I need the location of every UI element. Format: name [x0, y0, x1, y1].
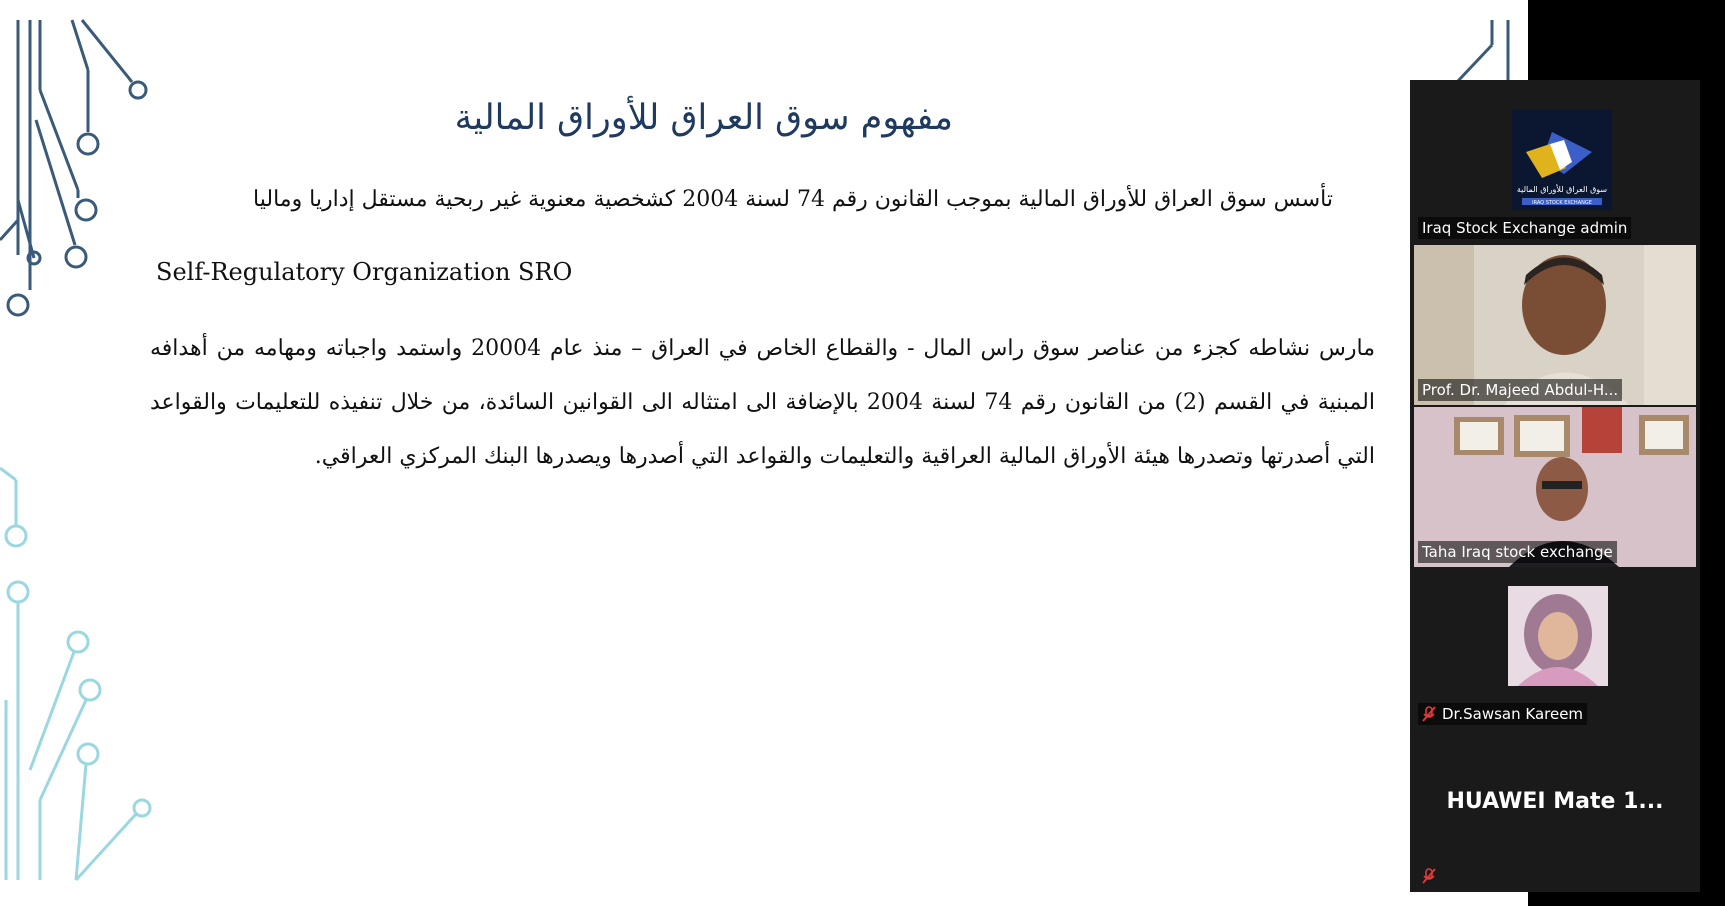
- slide-paragraph: مارس نشاطه كجزء من عناصر سوق راس المال - والقطاع الخاص في العراق – منذ عام 20004 واستمد واجباته ومهامه من أهدافه المبنية في القسم (2) من القانون رقم 74 لسنة 2004 بالإضافة الى امتثاله الى القوانين السائدة، من خلال تنفيذه للتعليمات والقواعد التي أصدرتها وتصدرها هيئة الأوراق المالية العراقية والتعليمات والقواعد التي أصدرها ويصدرها البنك المركزي العراقي.: [150, 336, 1375, 469]
- participant-tile-huawei[interactable]: [1414, 731, 1696, 891]
- sro-heading: Self-Regulatory Organization SRO: [156, 258, 573, 286]
- circuit-decoration-left: [0, 0, 160, 906]
- microphone-muted-icon: [1422, 868, 1436, 884]
- participants-panel[interactable]: [1410, 80, 1700, 892]
- logo-english-text: IRAQ STOCK EXCHANGE: [1532, 200, 1592, 206]
- participant-tile-sawsan[interactable]: [1414, 569, 1696, 729]
- iraq-stock-exchange-logo: [1512, 110, 1612, 210]
- participant-name: Iraq Stock Exchange admin: [1418, 217, 1631, 239]
- participant-tile-taha[interactable]: [1414, 407, 1696, 567]
- slide-intro-line: تأسس سوق العراق للأوراق المالية بموجب القانون رقم 74 لسنة 2004 كشخصية معنوية غير ربحية مستقل إداريا وماليا: [253, 187, 1333, 212]
- logo-arabic-text: سوق العراق للأوراق المالية: [1516, 185, 1608, 194]
- participant-name: Taha Iraq stock exchange: [1418, 541, 1617, 563]
- participant-name-large: HUAWEI Mate 1...: [1446, 788, 1664, 814]
- microphone-muted-icon: [1422, 706, 1436, 722]
- slide-title: مفهوم سوق العراق للأوراق المالية: [454, 98, 953, 138]
- participant-status: [1418, 865, 1446, 887]
- participant-tile-iraq-stock-exchange-admin[interactable]: [1414, 80, 1696, 243]
- participant-avatar-sawsan: [1508, 586, 1608, 686]
- participant-name: Prof. Dr. Majeed Abdul-H...: [1418, 379, 1622, 401]
- participant-name: Dr.Sawsan Kareem: [1442, 705, 1584, 723]
- participant-name-row: [1418, 703, 1587, 725]
- participant-tile-majeed[interactable]: [1414, 245, 1696, 405]
